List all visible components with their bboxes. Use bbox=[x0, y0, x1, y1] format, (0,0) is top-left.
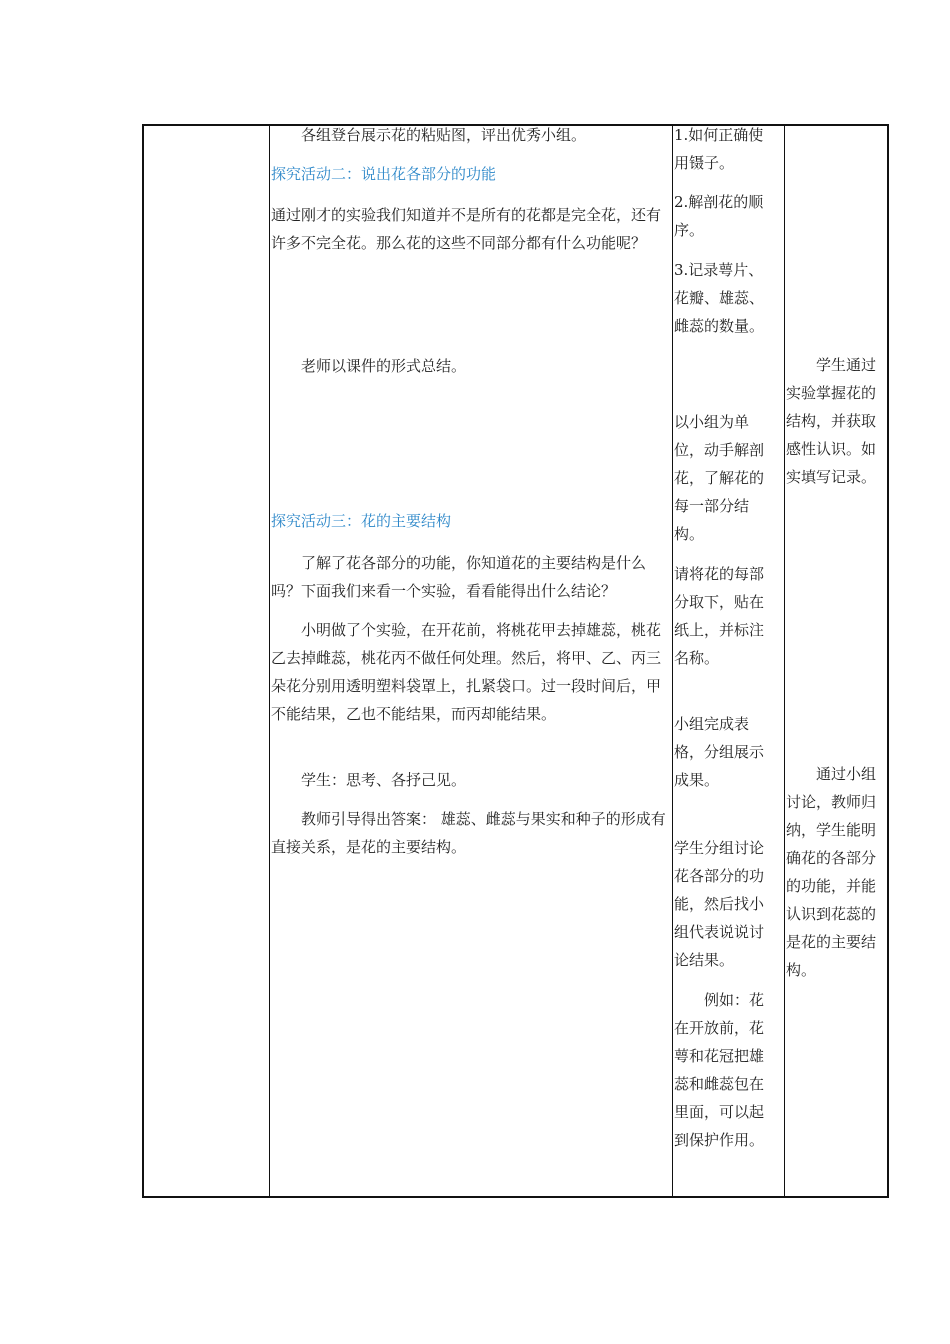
paragraph-student-thinking: 学生：思考、各抒己见。 bbox=[301, 771, 467, 789]
paragraph-teacher-summary: 老师以课件的形式总结。 bbox=[301, 357, 467, 375]
column-divider bbox=[672, 126, 673, 1196]
column-divider bbox=[269, 126, 270, 1196]
heading-activity-three: 探究活动三：花的主要结构 bbox=[271, 512, 452, 530]
paragraph-main-structure-question: 了解了花各部分的功能，你知道花的主要结构是什么吗？下面我们来看一个实验，看看能得出什么结论？ bbox=[271, 554, 647, 600]
question-dissect-order: 2.解剖花的顺序。 bbox=[674, 193, 764, 239]
paragraph-experiment: 小明做了个实验，在开花前，将桃花甲去掉雄蕊，桃花乙去掉雌蕊，桃花丙不做任何处理。然后，将甲、乙、丙三朵花分别用透明塑料袋罩上，扎紧袋口。过一段时间后，甲不能结果，乙也不能结果，而丙却能结果。 bbox=[271, 621, 662, 723]
intent-experiment: 学生通过实验掌握花的结构，并获取感性认识。如实填写记录。 bbox=[786, 356, 877, 486]
column-divider bbox=[784, 126, 785, 1196]
question-record-count: 3.记录萼片、花瓣、雄蕊、雌蕊的数量。 bbox=[674, 261, 765, 335]
paragraph-teacher-answer: 教师引导得出答案： 雄蕊、雌蕊与果实和种子的形成有直接关系，是花的主要结构。 bbox=[271, 810, 666, 856]
paragraph-display: 各组登台展示花的粘贴图，评出优秀小组。 bbox=[301, 126, 587, 144]
column-teacher-activities bbox=[271, 126, 672, 1196]
paragraph-complete-flower: 通过刚才的实验我们知道并不是所有的花都是完全花，还有许多不完全花。那么花的这些不同部分都有什么功能呢？ bbox=[271, 206, 662, 252]
column-student-activities bbox=[674, 126, 784, 1196]
heading-activity-two: 探究活动二：说出花各部分的功能 bbox=[271, 165, 497, 183]
activity-paste-parts: 请将花的每部分取下，贴在纸上，并标注名称。 bbox=[674, 565, 765, 667]
activity-example: 例如：花在开放前，花萼和花冠把雄蕊和雌蕊包在里面，可以起到保护作用。 bbox=[674, 991, 765, 1149]
question-tweezers: 1.如何正确使用镊子。 bbox=[674, 126, 764, 172]
activity-complete-table: 小组完成表格，分组展示成果。 bbox=[674, 715, 765, 789]
column-design-intent bbox=[786, 126, 889, 1196]
activity-group-discussion: 学生分组讨论花各部分的功能，然后找小组代表说说讨论结果。 bbox=[674, 839, 765, 969]
column-1-empty bbox=[144, 126, 269, 1196]
activity-dissect-flower: 以小组为单位，动手解剖花，了解花的每一部分结构。 bbox=[674, 413, 765, 543]
intent-discussion: 通过小组讨论，教师归纳，学生能明确花的各部分的功能，并能认识到花蕊的是花的主要结构。 bbox=[786, 765, 877, 979]
lesson-plan-table bbox=[142, 124, 889, 1198]
